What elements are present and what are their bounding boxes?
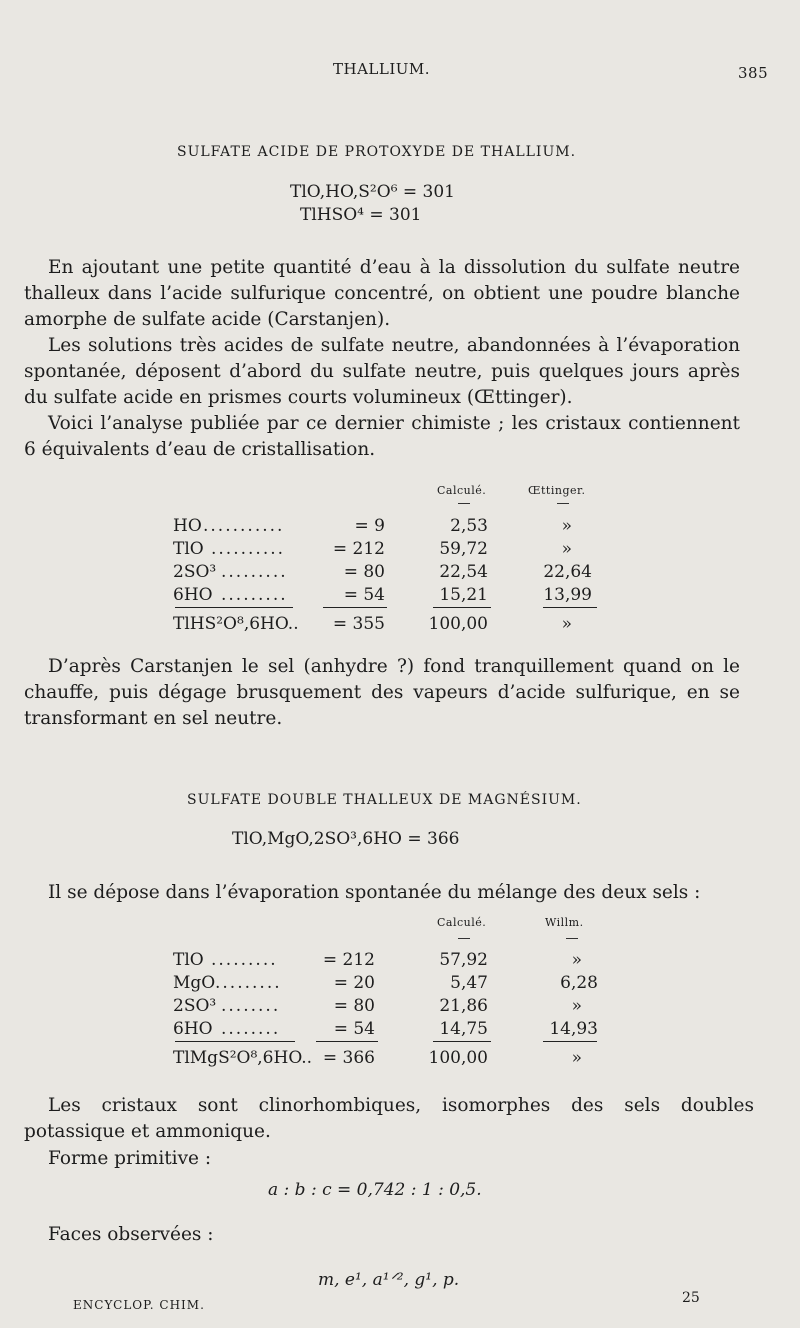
paragraph: D’après Carstanjen le sel (anhydre ?) fond tranquillement quand on le chauffe, puis dégage brusquement des vapeurs d’acide sulfurique, en se transformant en sel neutre. [24, 656, 740, 729]
paragraph: Voici l’analyse publiée par ce dernier chimiste ; les cristaux contiennent 6 équivalents d’eau de cristallisation. [24, 413, 740, 460]
total-obs: » [571, 1048, 582, 1068]
leader-dots: ........ [221, 1019, 281, 1039]
row-eq: = 54 [343, 585, 385, 605]
row-calc: 5,47 [450, 973, 488, 993]
faces-value: m, e¹, a¹ᐟ², g¹, p. [318, 1270, 460, 1290]
leader-dots: .......... [211, 539, 286, 559]
leader-dots: ........ [221, 996, 281, 1016]
faces-label: Faces observées : [48, 1224, 214, 1245]
row-obs: 14,93 [549, 1019, 598, 1039]
paragraph: Il se dépose dans l’évaporation spontanée du mélange des deux sels : [48, 882, 701, 903]
sum-rule [433, 1041, 491, 1042]
row-calc: 22,54 [439, 562, 488, 582]
sum-rule [316, 1041, 378, 1042]
row-eq: = 9 [354, 516, 385, 536]
column-dash [557, 503, 569, 504]
total-calc: 100,00 [428, 1048, 488, 1068]
total-obs: » [561, 614, 572, 634]
row-obs: » [561, 539, 572, 559]
column-dash [458, 503, 470, 504]
row-eq: = 212 [322, 950, 375, 970]
row-obs: » [571, 996, 582, 1016]
leader-dots: ......... [211, 950, 278, 970]
row-obs: » [571, 950, 582, 970]
leader-dots: ........... [203, 516, 285, 536]
total-eq: = 366 [322, 1048, 375, 1068]
footer-signature: 25 [682, 1290, 700, 1306]
total-eq: = 355 [332, 614, 385, 634]
row-eq: = 212 [332, 539, 385, 559]
table2-col-calc: Calculé. [437, 916, 487, 929]
page-number: 385 [738, 64, 769, 82]
sum-rule [175, 1041, 295, 1042]
leader-dots: ......... [215, 973, 282, 993]
section2-title: SULFATE DOUBLE THALLEUX DE MAGNÉSIUM. [187, 792, 582, 808]
row-obs: 13,99 [543, 585, 592, 605]
row-calc: 57,92 [439, 950, 488, 970]
paragraph: Les cristaux sont clinorhombiques, isomorphes des sels doubles potassique et ammonique. [24, 1095, 754, 1142]
footer-left: ENCYCLOP. CHIM. [73, 1298, 205, 1312]
row-calc: 2,53 [450, 516, 488, 536]
running-title: THALLIUM. [333, 60, 431, 78]
table1-col-obs: Œttinger. [528, 484, 586, 497]
sum-rule [543, 1041, 597, 1042]
section2-crystals [24, 1093, 754, 1145]
sum-rule [543, 607, 597, 608]
sum-rule [175, 607, 293, 608]
section2-formula: TlO,MgO,2SO³,6HO = 366 [232, 829, 460, 849]
row-calc: 59,72 [439, 539, 488, 559]
row-label: HO [173, 516, 202, 536]
row-eq: = 80 [333, 996, 375, 1016]
row-label: TlO [173, 950, 204, 970]
total-label: TlMgS²O⁸,6HO.. [173, 1048, 313, 1068]
paragraph: Les solutions très acides de sulfate neutre, abandonnées à l’évaporation spontanée, déposent d’abord du sulfate neutre, puis quelques jours après du sulfate acide en prismes courts volumineux (Œttinger). [24, 335, 740, 408]
sum-rule [433, 607, 491, 608]
section1-text [24, 255, 740, 463]
row-label: TlO [173, 539, 204, 559]
row-label: 6HO [173, 1019, 213, 1039]
section1-after-text [24, 654, 740, 732]
row-eq: = 80 [343, 562, 385, 582]
total-calc: 100,00 [428, 614, 488, 634]
row-calc: 21,86 [439, 996, 488, 1016]
row-obs: 22,64 [543, 562, 592, 582]
column-dash [566, 938, 578, 939]
section1-formula-2: TlHSO⁴ = 301 [300, 205, 422, 225]
leader-dots: ......... [221, 562, 288, 582]
table2-col-obs: Willm. [545, 916, 584, 929]
section2-intro [24, 880, 740, 906]
row-label: MgO [173, 973, 216, 993]
row-label: 2SO³ [173, 562, 217, 582]
row-calc: 15,21 [439, 585, 488, 605]
forme-value: a : b : c = 0,742 : 1 : 0,5. [268, 1180, 482, 1200]
row-eq: = 20 [333, 973, 375, 993]
row-label: 6HO [173, 585, 213, 605]
forme-label: Forme primitive : [48, 1148, 212, 1169]
row-label: 2SO³ [173, 996, 217, 1016]
paragraph: En ajoutant une petite quantité d’eau à la dissolution du sulfate neutre thalleux dans l’acide sulfurique concentré, on obtient une poudre blanche amorphe de sulfate acide (Carstanjen). [24, 257, 740, 330]
row-eq: = 54 [333, 1019, 375, 1039]
row-obs: » [561, 516, 572, 536]
total-label: TlHS²O⁸,6HO.. [173, 614, 299, 634]
row-calc: 14,75 [439, 1019, 488, 1039]
row-obs: 6,28 [560, 973, 598, 993]
table1-col-calc: Calculé. [437, 484, 487, 497]
section1-title: SULFATE ACIDE DE PROTOXYDE DE THALLIUM. [177, 144, 577, 160]
sum-rule [323, 607, 387, 608]
section1-formula-1: TlO,HO,S²O⁶ = 301 [290, 182, 456, 202]
column-dash [458, 938, 470, 939]
leader-dots: ......... [221, 585, 288, 605]
